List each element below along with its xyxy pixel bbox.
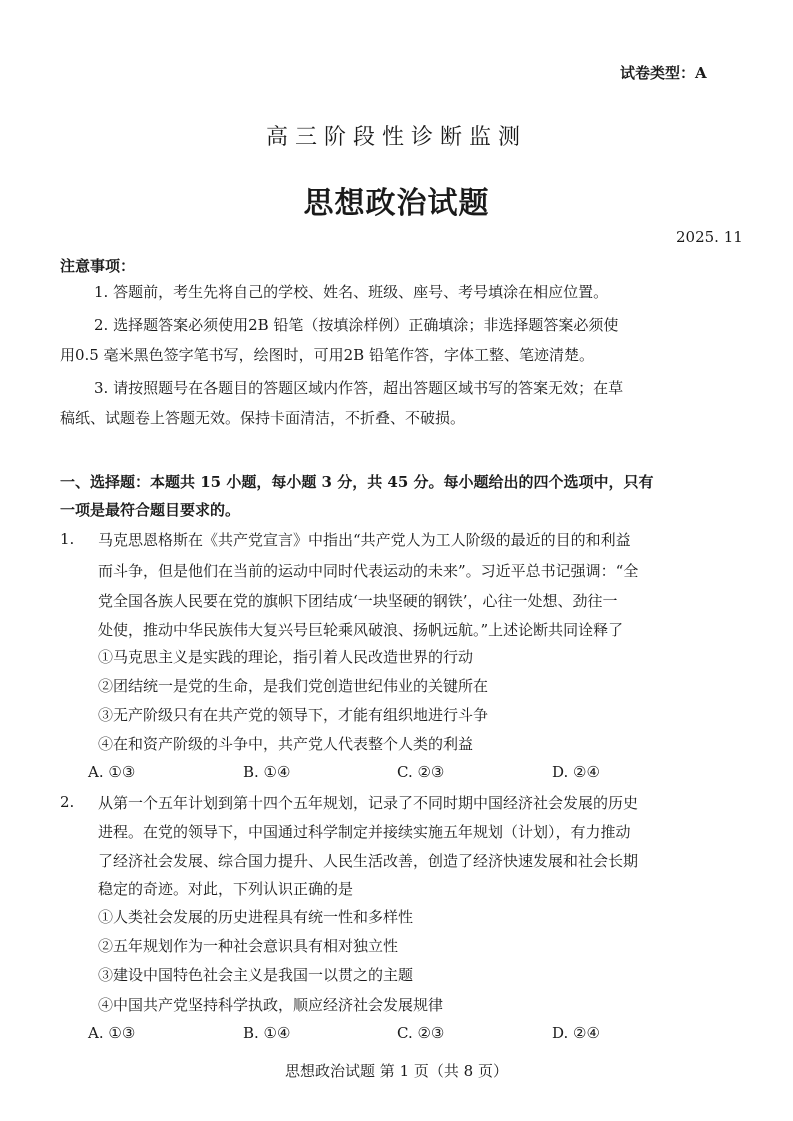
option-c: C. ②③ <box>397 1024 445 1042</box>
exam-subtitle: 高三阶段性诊断监测 <box>265 125 527 150</box>
notes-line: 1. 答题前，考生先将自己的学校、姓名、班级、座号、考号填涂在相应位置。 <box>94 283 609 301</box>
question-stem: 马克思恩格斯在《共产党宣言》中指出“共产党人为工人阶级的最近的目的和利益 <box>98 531 631 549</box>
question-item: ③无产阶级只有在共产党的领导下，才能有组织地进行斗争 <box>98 706 489 724</box>
question-item: ①人类社会发展的历史进程具有统一性和多样性 <box>98 908 414 926</box>
exam-date: 2025. 11 <box>676 228 743 246</box>
question-stem: 稳定的奇迹。对此，下列认识正确的是 <box>98 880 354 898</box>
question-number: 2. <box>60 793 75 811</box>
question-stem: 党全国各族人民要在党的旗帜下团结成‘一块坚硬的钢铁’，心往一处想、劲往一 <box>98 592 618 610</box>
question-item: ①马克思主义是实践的理论，指引着人民改造世界的行动 <box>98 648 474 666</box>
question-item: ③建设中国特色社会主义是我国一以贯之的主题 <box>98 966 414 984</box>
paper-type-label: 试卷类型：A <box>620 64 707 82</box>
question-stem: 从第一个五年计划到第十四个五年规划，记录了不同时期中国经济社会发展的历史 <box>98 794 639 812</box>
notes-line: 3. 请按照题号在各题目的答题区域内作答，超出答题区域书写的答案无效；在草 <box>94 379 624 397</box>
notes-heading: 注意事项： <box>60 257 136 275</box>
section-heading: 一、选择题：本题共 15 小题，每小题 3 分，共 45 分。每小题给出的四个选项中，只有 <box>60 473 654 491</box>
question-item: ②团结统一是党的生命，是我们党创造世纪伟业的关键所在 <box>98 677 489 695</box>
notes-line: 稿纸、试题卷上答题无效。保持卡面清洁，不折叠、不破损。 <box>60 409 466 427</box>
option-a: A. ①③ <box>88 1024 136 1042</box>
exam-title: 思想政治试题 <box>303 186 490 221</box>
question-number: 1. <box>60 530 75 548</box>
section-heading-cont: 一项是最符合题目要求的。 <box>60 501 241 519</box>
option-d: D. ②④ <box>552 1024 600 1042</box>
question-item: ④中国共产党坚持科学执政，顺应经济社会发展规律 <box>98 996 444 1014</box>
notes-line: 2. 选择题答案必须使用2B 铅笔（按填涂样例）正确填涂；非选择题答案必须使 <box>94 316 619 334</box>
option-d: D. ②④ <box>552 763 600 781</box>
page-footer: 思想政治试题 第 1 页（共 8 页） <box>285 1062 508 1080</box>
option-a: A. ①③ <box>88 763 136 781</box>
question-stem: 进程。在党的领导下，中国通过科学制定并接续实施五年规划（计划），有力推动 <box>98 823 631 841</box>
question-stem: 而斗争，但是他们在当前的运动中同时代表运动的未来”。习近平总书记强调：“全 <box>98 562 639 580</box>
question-stem: 处使，推动中华民族伟大复兴号巨轮乘风破浪、扬帆远航。”上述论断共同诠释了 <box>98 621 624 639</box>
question-stem: 了经济社会发展、综合国力提升、人民生活改善，创造了经济快速发展和社会长期 <box>98 852 639 870</box>
option-c: C. ②③ <box>397 763 445 781</box>
option-b: B. ①④ <box>243 763 291 781</box>
question-item: ②五年规划作为一种社会意识具有相对独立性 <box>98 937 399 955</box>
notes-line: 用0.5 毫米黑色签字笔书写，绘图时，可用2B 铅笔作答，字体工整、笔迹清楚。 <box>60 346 594 364</box>
option-b: B. ①④ <box>243 1024 291 1042</box>
question-item: ④在和资产阶级的斗争中，共产党人代表整个人类的利益 <box>98 735 474 753</box>
